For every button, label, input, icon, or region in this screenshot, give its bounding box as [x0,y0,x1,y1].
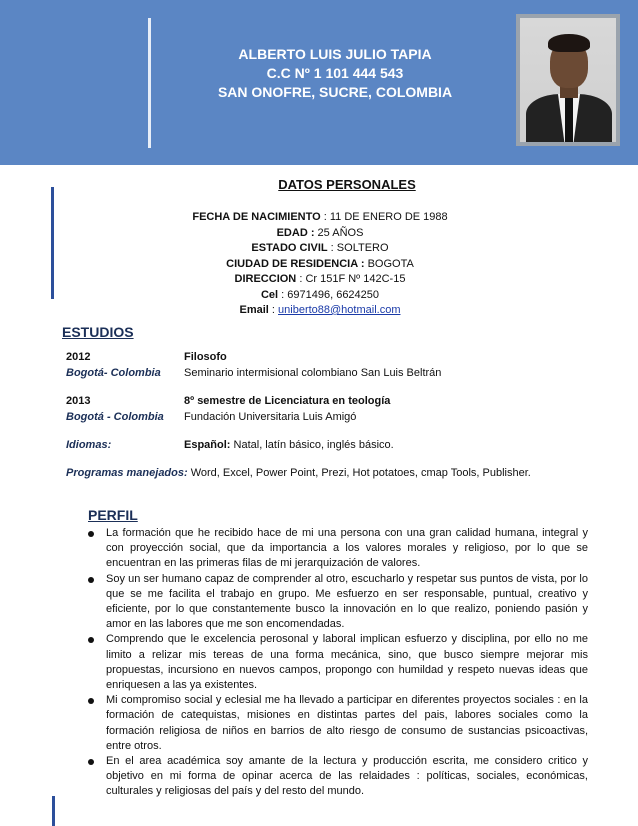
candidate-name: ALBERTO LUIS JULIO TAPIA [238,46,432,62]
header-divider [148,18,151,148]
bullet-icon [88,698,94,704]
estudios-section [66,349,626,481]
perfil-list [88,526,588,800]
bullet-icon [88,577,94,583]
perfil-item: Comprendo que le excelencia perosonal y laboral implican esfuerzo y disciplina, por ello no me limito a relizar mis tereas de una forma mecánica, sino, que busco siempre mejorar mis propuestas, incursiono en nuevos campos, propongo con humildad y respeto nuevas ideas que enriquesen a las ya existentes. [88,632,588,693]
study-degree: 8º semestre de Licenciatura en teología [184,395,391,407]
estudios-title: ESTUDIOS [62,324,134,340]
datos-personales [150,210,490,319]
idiomas-label: Idiomas: [66,439,112,451]
study-year: 2013 [66,395,91,407]
field-address: DIRECCION : Cr 151F Nº 142C-15 [234,273,406,285]
perfil-item: Mi compromiso social y eclesial me ha llevado a participar en diferentes proyectos sociales : en la formación de catequistas, misiones en distintas partes del pais, labores sociales como la formación religiosa de niños en barrios de alto riesgo de consumo de sustancias psicoactivas, entre otros. [88,693,588,754]
programas-row [66,465,626,481]
study-place: Bogotá- Colombia [66,367,161,379]
study-institution: Fundación Universitaria Luis Amigó [184,411,357,423]
email-link[interactable]: uniberto88@hotmail.com [278,304,401,316]
field-email: Email : uniberto88@hotmail.com [239,304,401,316]
idiomas-value: Natal, latín básico, inglés básico. [230,439,394,451]
profile-photo-frame [516,14,620,146]
study-degree: Filosofo [184,351,227,363]
study-entry [66,349,626,365]
bullet-icon [88,531,94,537]
bottom-accent-rule [52,796,55,826]
profile-photo [520,18,616,142]
header-name-block [200,45,470,102]
bullet-icon [88,637,94,643]
perfil-title: PERFIL [88,507,138,523]
bullet-icon [88,759,94,765]
perfil-item: La formación que he recibido hace de mi una persona con una gran calidad humana, integral y con proyección social, que da importancia a los valores morales y religioso, por lo que se encuentran en las primeras filas de mi jerarquización de valores. [88,526,588,572]
candidate-id: C.C Nº 1 101 444 543 [266,65,404,81]
programas-value: Word, Excel, Power Point, Prezi, Hot potatoes, cmap Tools, Publisher. [187,467,531,479]
study-institution: Seminario intermisional colombiano San Luis Beltrán [184,367,442,379]
field-city: CIUDAD DE RESIDENCIA : BOGOTA [226,257,414,270]
field-age: EDAD : 25 AÑOS [276,226,364,239]
idiomas-row [66,437,626,453]
idiomas-native: Español: [184,439,231,451]
study-year: 2012 [66,351,91,363]
field-civil-status: ESTADO CIVIL : SOLTERO [251,242,389,254]
header-banner [0,0,638,165]
study-entry-detail [66,365,626,381]
programas-label: Programas manejados: [66,467,188,479]
datos-personales-title: DATOS PERSONALES [278,177,416,192]
study-entry [66,393,626,409]
perfil-item: Soy un ser humano capaz de comprender al otro, escucharlo y respetar sus puntos de vista, por lo que se me facilita el trabajo en grupo. Me esfuerzo en ser responsable, puntual, creativo y eficiente, por lo que constantemente busco la innovación en lo que realizo, poniendo pasión y amor en las labores que me son encomendadas. [88,572,588,633]
field-birthdate: FECHA DE NACIMIENTO : 11 DE ENERO DE 1988 [192,211,448,223]
perfil-item: En el area académica soy amante de la lectura y producción escrita, me considero critico y objetivo en mi forma de opinar acerca de las relaidades : políticas, sociales, económicas, culturales y religiosas del país y del resto del mundo. [88,754,588,800]
left-accent-rule [51,187,54,299]
field-phone: Cel : 6971496, 6624250 [260,288,380,301]
candidate-location: SAN ONOFRE, SUCRE, COLOMBIA [217,84,453,100]
study-entry-detail [66,409,626,425]
study-place: Bogotá - Colombia [66,411,164,423]
